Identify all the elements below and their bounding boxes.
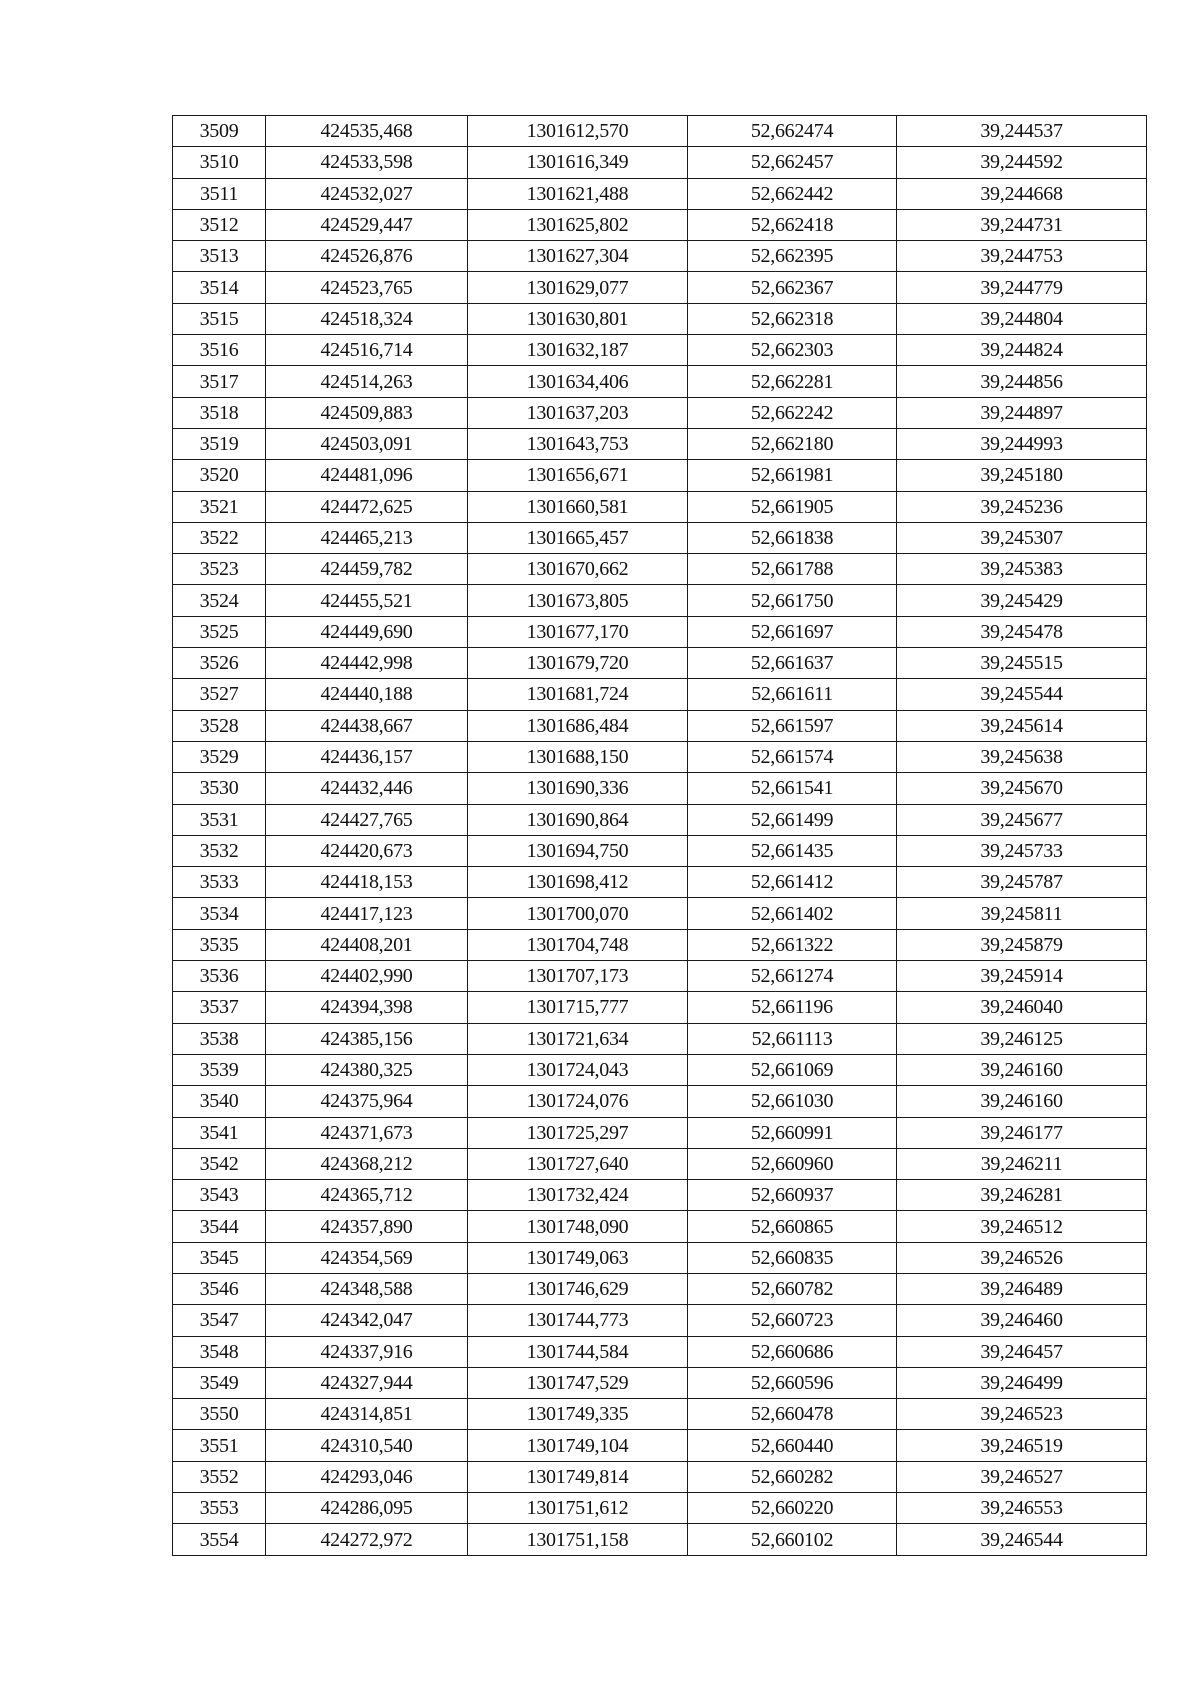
x-coordinate-cell: 424535,468 — [266, 116, 468, 147]
longitude-cell: 39,245879 — [897, 929, 1147, 960]
table-row — [173, 1148, 1147, 1179]
table-row — [173, 209, 1147, 240]
x-coordinate-cell: 424286,095 — [266, 1493, 468, 1524]
longitude-cell: 39,244537 — [897, 116, 1147, 147]
point-number-cell: 3542 — [173, 1148, 266, 1179]
longitude-cell: 39,244804 — [897, 303, 1147, 334]
longitude-cell: 39,245614 — [897, 710, 1147, 741]
table-row — [173, 491, 1147, 522]
point-number-cell: 3527 — [173, 679, 266, 710]
longitude-cell: 39,246160 — [897, 1054, 1147, 1085]
x-coordinate-cell: 424368,212 — [266, 1148, 468, 1179]
x-coordinate-cell: 424337,916 — [266, 1336, 468, 1367]
point-number-cell: 3549 — [173, 1367, 266, 1398]
table-row — [173, 585, 1147, 616]
table-row — [173, 272, 1147, 303]
table-row — [173, 554, 1147, 585]
table-row — [173, 679, 1147, 710]
point-number-cell: 3538 — [173, 1023, 266, 1054]
longitude-cell: 39,244993 — [897, 428, 1147, 459]
y-coordinate-cell: 1301627,304 — [468, 241, 688, 272]
y-coordinate-cell: 1301629,077 — [468, 272, 688, 303]
table-row — [173, 1367, 1147, 1398]
latitude-cell: 52,662303 — [688, 335, 897, 366]
point-number-cell: 3534 — [173, 898, 266, 929]
longitude-cell: 39,246281 — [897, 1180, 1147, 1211]
table-row — [173, 1336, 1147, 1367]
longitude-cell: 39,244897 — [897, 397, 1147, 428]
x-coordinate-cell: 424327,944 — [266, 1367, 468, 1398]
y-coordinate-cell: 1301715,777 — [468, 992, 688, 1023]
y-coordinate-cell: 1301656,671 — [468, 460, 688, 491]
longitude-cell: 39,244824 — [897, 335, 1147, 366]
x-coordinate-cell: 424417,123 — [266, 898, 468, 929]
x-coordinate-cell: 424418,153 — [266, 867, 468, 898]
x-coordinate-cell: 424518,324 — [266, 303, 468, 334]
latitude-cell: 52,660478 — [688, 1399, 897, 1430]
x-coordinate-cell: 424354,569 — [266, 1242, 468, 1273]
table-row — [173, 397, 1147, 428]
x-coordinate-cell: 424427,765 — [266, 804, 468, 835]
latitude-cell: 52,660937 — [688, 1180, 897, 1211]
y-coordinate-cell: 1301744,773 — [468, 1305, 688, 1336]
y-coordinate-cell: 1301751,158 — [468, 1524, 688, 1555]
coordinates-table — [172, 115, 1147, 1556]
point-number-cell: 3526 — [173, 648, 266, 679]
x-coordinate-cell: 424533,598 — [266, 147, 468, 178]
table-row — [173, 1461, 1147, 1492]
table-row — [173, 616, 1147, 647]
point-number-cell: 3510 — [173, 147, 266, 178]
table-row — [173, 366, 1147, 397]
y-coordinate-cell: 1301749,335 — [468, 1399, 688, 1430]
x-coordinate-cell: 424516,714 — [266, 335, 468, 366]
latitude-cell: 52,661069 — [688, 1054, 897, 1085]
point-number-cell: 3535 — [173, 929, 266, 960]
longitude-cell: 39,246125 — [897, 1023, 1147, 1054]
y-coordinate-cell: 1301612,570 — [468, 116, 688, 147]
x-coordinate-cell: 424436,157 — [266, 741, 468, 772]
y-coordinate-cell: 1301698,412 — [468, 867, 688, 898]
latitude-cell: 52,662418 — [688, 209, 897, 240]
latitude-cell: 52,661412 — [688, 867, 897, 898]
table-row — [173, 1023, 1147, 1054]
point-number-cell: 3528 — [173, 710, 266, 741]
x-coordinate-cell: 424432,446 — [266, 773, 468, 804]
table-row — [173, 1493, 1147, 1524]
longitude-cell: 39,245478 — [897, 616, 1147, 647]
table-row — [173, 241, 1147, 272]
table-row — [173, 1211, 1147, 1242]
longitude-cell: 39,245544 — [897, 679, 1147, 710]
longitude-cell: 39,246553 — [897, 1493, 1147, 1524]
table-row — [173, 773, 1147, 804]
longitude-cell: 39,246211 — [897, 1148, 1147, 1179]
point-number-cell: 3532 — [173, 835, 266, 866]
y-coordinate-cell: 1301746,629 — [468, 1273, 688, 1304]
y-coordinate-cell: 1301749,814 — [468, 1461, 688, 1492]
y-coordinate-cell: 1301747,529 — [468, 1367, 688, 1398]
longitude-cell: 39,245383 — [897, 554, 1147, 585]
point-number-cell: 3519 — [173, 428, 266, 459]
y-coordinate-cell: 1301727,640 — [468, 1148, 688, 1179]
table-row — [173, 1086, 1147, 1117]
x-coordinate-cell: 424438,667 — [266, 710, 468, 741]
longitude-cell: 39,246527 — [897, 1461, 1147, 1492]
x-coordinate-cell: 424420,673 — [266, 835, 468, 866]
x-coordinate-cell: 424523,765 — [266, 272, 468, 303]
latitude-cell: 52,661981 — [688, 460, 897, 491]
x-coordinate-cell: 424449,690 — [266, 616, 468, 647]
point-number-cell: 3541 — [173, 1117, 266, 1148]
longitude-cell: 39,245236 — [897, 491, 1147, 522]
latitude-cell: 52,660282 — [688, 1461, 897, 1492]
latitude-cell: 52,661611 — [688, 679, 897, 710]
table-row — [173, 1273, 1147, 1304]
longitude-cell: 39,246460 — [897, 1305, 1147, 1336]
latitude-cell: 52,662474 — [688, 116, 897, 147]
point-number-cell: 3515 — [173, 303, 266, 334]
x-coordinate-cell: 424465,213 — [266, 522, 468, 553]
longitude-cell: 39,245638 — [897, 741, 1147, 772]
table-row — [173, 335, 1147, 366]
x-coordinate-cell: 424371,673 — [266, 1117, 468, 1148]
longitude-cell: 39,245914 — [897, 961, 1147, 992]
x-coordinate-cell: 424440,188 — [266, 679, 468, 710]
table-row — [173, 428, 1147, 459]
point-number-cell: 3552 — [173, 1461, 266, 1492]
x-coordinate-cell: 424532,027 — [266, 178, 468, 209]
y-coordinate-cell: 1301673,805 — [468, 585, 688, 616]
y-coordinate-cell: 1301690,864 — [468, 804, 688, 835]
longitude-cell: 39,245670 — [897, 773, 1147, 804]
table-row — [173, 648, 1147, 679]
latitude-cell: 52,661637 — [688, 648, 897, 679]
y-coordinate-cell: 1301725,297 — [468, 1117, 688, 1148]
x-coordinate-cell: 424342,047 — [266, 1305, 468, 1336]
y-coordinate-cell: 1301721,634 — [468, 1023, 688, 1054]
point-number-cell: 3545 — [173, 1242, 266, 1273]
latitude-cell: 52,660835 — [688, 1242, 897, 1273]
table-row — [173, 460, 1147, 491]
table-body — [173, 116, 1147, 1556]
latitude-cell: 52,661030 — [688, 1086, 897, 1117]
point-number-cell: 3554 — [173, 1524, 266, 1555]
latitude-cell: 52,660102 — [688, 1524, 897, 1555]
point-number-cell: 3540 — [173, 1086, 266, 1117]
x-coordinate-cell: 424459,782 — [266, 554, 468, 585]
longitude-cell: 39,245787 — [897, 867, 1147, 898]
x-coordinate-cell: 424394,398 — [266, 992, 468, 1023]
y-coordinate-cell: 1301732,424 — [468, 1180, 688, 1211]
table-row — [173, 992, 1147, 1023]
point-number-cell: 3551 — [173, 1430, 266, 1461]
x-coordinate-cell: 424314,851 — [266, 1399, 468, 1430]
latitude-cell: 52,660991 — [688, 1117, 897, 1148]
point-number-cell: 3547 — [173, 1305, 266, 1336]
point-number-cell: 3530 — [173, 773, 266, 804]
latitude-cell: 52,661541 — [688, 773, 897, 804]
latitude-cell: 52,661574 — [688, 741, 897, 772]
y-coordinate-cell: 1301679,720 — [468, 648, 688, 679]
point-number-cell: 3543 — [173, 1180, 266, 1211]
x-coordinate-cell: 424529,447 — [266, 209, 468, 240]
y-coordinate-cell: 1301707,173 — [468, 961, 688, 992]
y-coordinate-cell: 1301700,070 — [468, 898, 688, 929]
latitude-cell: 52,661905 — [688, 491, 897, 522]
y-coordinate-cell: 1301751,612 — [468, 1493, 688, 1524]
x-coordinate-cell: 424481,096 — [266, 460, 468, 491]
table-row — [173, 147, 1147, 178]
latitude-cell: 52,660440 — [688, 1430, 897, 1461]
x-coordinate-cell: 424526,876 — [266, 241, 468, 272]
x-coordinate-cell: 424365,712 — [266, 1180, 468, 1211]
latitude-cell: 52,661838 — [688, 522, 897, 553]
point-number-cell: 3522 — [173, 522, 266, 553]
latitude-cell: 52,660596 — [688, 1367, 897, 1398]
longitude-cell: 39,244731 — [897, 209, 1147, 240]
table-row — [173, 804, 1147, 835]
x-coordinate-cell: 424514,263 — [266, 366, 468, 397]
y-coordinate-cell: 1301694,750 — [468, 835, 688, 866]
table-row — [173, 961, 1147, 992]
longitude-cell: 39,246544 — [897, 1524, 1147, 1555]
point-number-cell: 3539 — [173, 1054, 266, 1085]
y-coordinate-cell: 1301625,802 — [468, 209, 688, 240]
longitude-cell: 39,246512 — [897, 1211, 1147, 1242]
latitude-cell: 52,662367 — [688, 272, 897, 303]
table-row — [173, 710, 1147, 741]
latitude-cell: 52,662281 — [688, 366, 897, 397]
latitude-cell: 52,660865 — [688, 1211, 897, 1242]
x-coordinate-cell: 424509,883 — [266, 397, 468, 428]
longitude-cell: 39,244753 — [897, 241, 1147, 272]
table-row — [173, 835, 1147, 866]
longitude-cell: 39,244856 — [897, 366, 1147, 397]
latitude-cell: 52,661697 — [688, 616, 897, 647]
y-coordinate-cell: 1301637,203 — [468, 397, 688, 428]
y-coordinate-cell: 1301704,748 — [468, 929, 688, 960]
longitude-cell: 39,246040 — [897, 992, 1147, 1023]
point-number-cell: 3523 — [173, 554, 266, 585]
latitude-cell: 52,661113 — [688, 1023, 897, 1054]
point-number-cell: 3524 — [173, 585, 266, 616]
table-row — [173, 741, 1147, 772]
longitude-cell: 39,246160 — [897, 1086, 1147, 1117]
latitude-cell: 52,662395 — [688, 241, 897, 272]
point-number-cell: 3517 — [173, 366, 266, 397]
x-coordinate-cell: 424503,091 — [266, 428, 468, 459]
longitude-cell: 39,246499 — [897, 1367, 1147, 1398]
longitude-cell: 39,246457 — [897, 1336, 1147, 1367]
longitude-cell: 39,245307 — [897, 522, 1147, 553]
point-number-cell: 3536 — [173, 961, 266, 992]
point-number-cell: 3521 — [173, 491, 266, 522]
table-row — [173, 929, 1147, 960]
latitude-cell: 52,661499 — [688, 804, 897, 835]
table-row — [173, 867, 1147, 898]
table-row — [173, 1430, 1147, 1461]
y-coordinate-cell: 1301616,349 — [468, 147, 688, 178]
y-coordinate-cell: 1301660,581 — [468, 491, 688, 522]
y-coordinate-cell: 1301749,063 — [468, 1242, 688, 1273]
latitude-cell: 52,662457 — [688, 147, 897, 178]
longitude-cell: 39,245515 — [897, 648, 1147, 679]
latitude-cell: 52,662318 — [688, 303, 897, 334]
x-coordinate-cell: 424272,972 — [266, 1524, 468, 1555]
point-number-cell: 3525 — [173, 616, 266, 647]
table-row — [173, 116, 1147, 147]
y-coordinate-cell: 1301643,753 — [468, 428, 688, 459]
longitude-cell: 39,246177 — [897, 1117, 1147, 1148]
point-number-cell: 3537 — [173, 992, 266, 1023]
x-coordinate-cell: 424455,521 — [266, 585, 468, 616]
y-coordinate-cell: 1301690,336 — [468, 773, 688, 804]
longitude-cell: 39,244668 — [897, 178, 1147, 209]
latitude-cell: 52,661274 — [688, 961, 897, 992]
y-coordinate-cell: 1301670,662 — [468, 554, 688, 585]
latitude-cell: 52,660782 — [688, 1273, 897, 1304]
point-number-cell: 3518 — [173, 397, 266, 428]
latitude-cell: 52,661322 — [688, 929, 897, 960]
latitude-cell: 52,661597 — [688, 710, 897, 741]
point-number-cell: 3529 — [173, 741, 266, 772]
y-coordinate-cell: 1301632,187 — [468, 335, 688, 366]
point-number-cell: 3544 — [173, 1211, 266, 1242]
point-number-cell: 3512 — [173, 209, 266, 240]
y-coordinate-cell: 1301665,457 — [468, 522, 688, 553]
y-coordinate-cell: 1301744,584 — [468, 1336, 688, 1367]
latitude-cell: 52,661402 — [688, 898, 897, 929]
latitude-cell: 52,661196 — [688, 992, 897, 1023]
longitude-cell: 39,244779 — [897, 272, 1147, 303]
table-row — [173, 1117, 1147, 1148]
latitude-cell: 52,662442 — [688, 178, 897, 209]
point-number-cell: 3516 — [173, 335, 266, 366]
y-coordinate-cell: 1301630,801 — [468, 303, 688, 334]
x-coordinate-cell: 424385,156 — [266, 1023, 468, 1054]
y-coordinate-cell: 1301686,484 — [468, 710, 688, 741]
x-coordinate-cell: 424472,625 — [266, 491, 468, 522]
y-coordinate-cell: 1301621,488 — [468, 178, 688, 209]
x-coordinate-cell: 424357,890 — [266, 1211, 468, 1242]
latitude-cell: 52,661788 — [688, 554, 897, 585]
longitude-cell: 39,246519 — [897, 1430, 1147, 1461]
latitude-cell: 52,661750 — [688, 585, 897, 616]
longitude-cell: 39,245811 — [897, 898, 1147, 929]
x-coordinate-cell: 424293,046 — [266, 1461, 468, 1492]
table-row — [173, 303, 1147, 334]
y-coordinate-cell: 1301748,090 — [468, 1211, 688, 1242]
y-coordinate-cell: 1301634,406 — [468, 366, 688, 397]
x-coordinate-cell: 424348,588 — [266, 1273, 468, 1304]
point-number-cell: 3548 — [173, 1336, 266, 1367]
x-coordinate-cell: 424442,998 — [266, 648, 468, 679]
table-row — [173, 1180, 1147, 1211]
latitude-cell: 52,662242 — [688, 397, 897, 428]
point-number-cell: 3533 — [173, 867, 266, 898]
x-coordinate-cell: 424402,990 — [266, 961, 468, 992]
point-number-cell: 3520 — [173, 460, 266, 491]
table-row — [173, 1305, 1147, 1336]
longitude-cell: 39,246489 — [897, 1273, 1147, 1304]
longitude-cell: 39,245429 — [897, 585, 1147, 616]
table-row — [173, 1399, 1147, 1430]
table-row — [173, 522, 1147, 553]
y-coordinate-cell: 1301724,043 — [468, 1054, 688, 1085]
point-number-cell: 3550 — [173, 1399, 266, 1430]
table-row — [173, 178, 1147, 209]
table-row — [173, 1524, 1147, 1555]
longitude-cell: 39,244592 — [897, 147, 1147, 178]
latitude-cell: 52,660686 — [688, 1336, 897, 1367]
y-coordinate-cell: 1301681,724 — [468, 679, 688, 710]
x-coordinate-cell: 424380,325 — [266, 1054, 468, 1085]
latitude-cell: 52,662180 — [688, 428, 897, 459]
table-row — [173, 898, 1147, 929]
y-coordinate-cell: 1301677,170 — [468, 616, 688, 647]
y-coordinate-cell: 1301749,104 — [468, 1430, 688, 1461]
longitude-cell: 39,245677 — [897, 804, 1147, 835]
table-row — [173, 1242, 1147, 1273]
point-number-cell: 3531 — [173, 804, 266, 835]
point-number-cell: 3511 — [173, 178, 266, 209]
latitude-cell: 52,660220 — [688, 1493, 897, 1524]
point-number-cell: 3514 — [173, 272, 266, 303]
longitude-cell: 39,246526 — [897, 1242, 1147, 1273]
y-coordinate-cell: 1301724,076 — [468, 1086, 688, 1117]
point-number-cell: 3553 — [173, 1493, 266, 1524]
x-coordinate-cell: 424375,964 — [266, 1086, 468, 1117]
latitude-cell: 52,660723 — [688, 1305, 897, 1336]
latitude-cell: 52,661435 — [688, 835, 897, 866]
longitude-cell: 39,246523 — [897, 1399, 1147, 1430]
table-row — [173, 1054, 1147, 1085]
x-coordinate-cell: 424310,540 — [266, 1430, 468, 1461]
point-number-cell: 3513 — [173, 241, 266, 272]
point-number-cell: 3546 — [173, 1273, 266, 1304]
latitude-cell: 52,660960 — [688, 1148, 897, 1179]
point-number-cell: 3509 — [173, 116, 266, 147]
y-coordinate-cell: 1301688,150 — [468, 741, 688, 772]
longitude-cell: 39,245180 — [897, 460, 1147, 491]
longitude-cell: 39,245733 — [897, 835, 1147, 866]
x-coordinate-cell: 424408,201 — [266, 929, 468, 960]
